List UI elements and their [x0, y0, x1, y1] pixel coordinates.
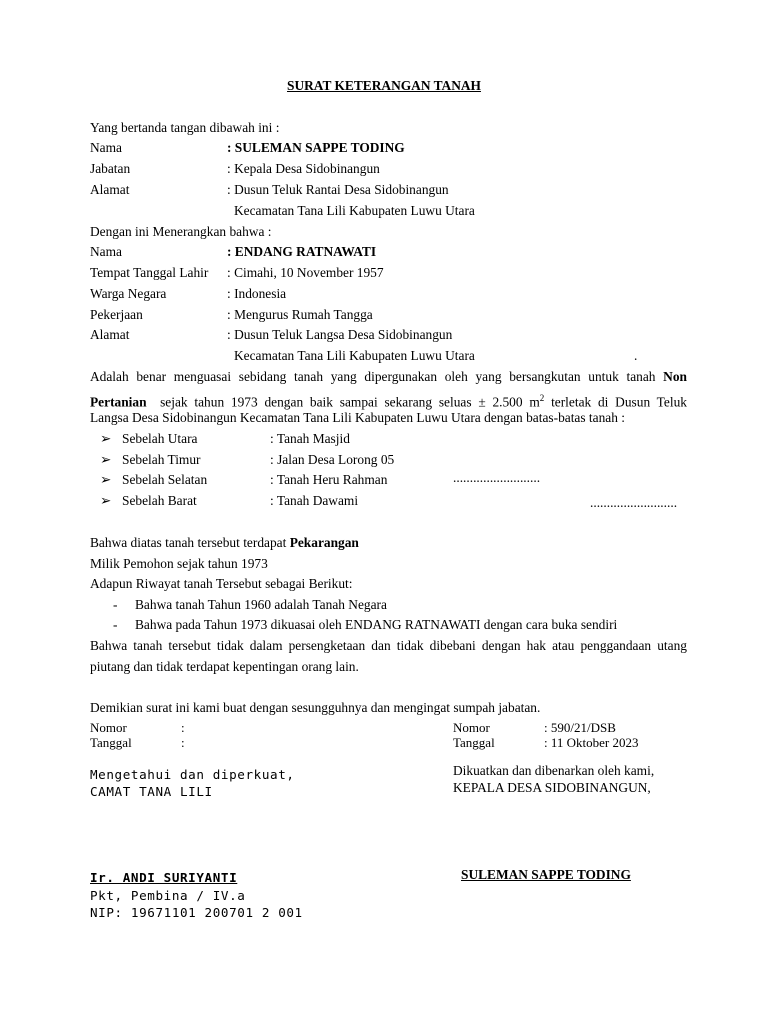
- boundary-label: Sebelah Barat: [122, 493, 197, 508]
- dispute-line2: piutang dan tidak terdapat kepentingan orang lain.: [90, 659, 359, 674]
- history-item: [113, 617, 673, 633]
- history-text: Bahwa tanah Tahun 1960 adalah Tanah Negara: [135, 597, 387, 612]
- camat-mengetahui: Mengetahui dan diperkuat,: [90, 767, 295, 782]
- left-tanggal-value: :: [181, 735, 185, 750]
- subject-alamat-label: Alamat: [90, 327, 130, 342]
- paragraph1-superscript: 2: [539, 393, 545, 403]
- subject-alamat-trailing: .: [634, 348, 638, 363]
- camat-title: CAMAT TANA LILI: [90, 784, 213, 799]
- signer-jabatan-row: [90, 161, 690, 177]
- arrow-bullet-icon: ➢: [100, 452, 112, 467]
- paragraph1-non: Non: [663, 369, 687, 384]
- paragraph1-line3: Langsa Desa Sidobinangun Kecamatan Tana Lili Kabupaten Luwu Utara dengan batas-batas tanah :: [90, 410, 625, 425]
- kades-title: KEPALA DESA SIDOBINANGUN,: [453, 780, 651, 795]
- riwayat-intro: Adapun Riwayat tanah Tersebut sebagai Berikut:: [90, 576, 353, 591]
- left-nomor-value: :: [181, 720, 185, 735]
- camat-signer-name: Ir. ANDI SURIYANTI: [90, 870, 238, 885]
- subject-nama-row: [90, 244, 690, 260]
- boundary-label: Sebelah Selatan: [122, 472, 208, 487]
- signer-nama-label: Nama: [90, 140, 122, 155]
- subject-pekerjaan-label: Pekerjaan: [90, 307, 143, 322]
- paragraph1-line2: [90, 390, 687, 410]
- pekarangan-line: [90, 535, 359, 551]
- arrow-bullet-icon: ➢: [100, 493, 112, 508]
- right-tanggal-value: : 11 Oktober 2023: [544, 735, 639, 750]
- paragraph1-line1-text: Adalah benar menguasai sebidang tanah yang dipergunakan oleh yang bersangkutan untuk tanah: [90, 369, 656, 384]
- boundary-value: : Jalan Desa Lorong 05: [270, 452, 395, 467]
- subject-pekerjaan-value: : Mengurus Rumah Tangga: [227, 307, 373, 322]
- history-text: Bahwa pada Tahun 1973 dikuasai oleh ENDANG RATNAWATI dengan cara buka sendiri: [135, 617, 618, 632]
- menerangkan-text: Dengan ini Menerangkan bahwa :: [90, 224, 272, 239]
- paragraph1-line2-text: sejak tahun 1973 dengan baik sampai sekarang seluas ± 2.500 m: [160, 394, 540, 410]
- boundary-row: [100, 452, 680, 468]
- right-tanggal-label: Tanggal: [453, 735, 495, 750]
- subject-alamat-value-2: Kecamatan Tana Lili Kabupaten Luwu Utara: [234, 348, 475, 363]
- milik-pemohon: Milik Pemohon sejak tahun 1973: [90, 556, 268, 571]
- left-nomor-row: [90, 720, 290, 736]
- dash-bullet-icon: -: [113, 597, 118, 612]
- dash-bullet-icon: -: [113, 617, 118, 632]
- subject-wn-row: [90, 286, 690, 302]
- subject-wn-value: : Indonesia: [227, 286, 287, 301]
- signer-alamat-value-1: : Dusun Teluk Rantai Desa Sidobinangun: [227, 182, 449, 197]
- closing-statement: Demikian surat ini kami buat dengan sesungguhnya dan mengingat sumpah jabatan.: [90, 700, 541, 715]
- pekarangan-bold: Pekarangan: [289, 535, 359, 550]
- subject-ttl-label: Tempat Tanggal Lahir: [90, 265, 209, 280]
- boundary-dots: ..........................: [453, 470, 541, 485]
- boundary-value: : Tanah Heru Rahman: [270, 472, 388, 487]
- subject-alamat-value-1: : Dusun Teluk Langsa Desa Sidobinangun: [227, 327, 453, 342]
- camat-pangkat: Pkt, Pembina / IV.a: [90, 888, 246, 903]
- boundary-row: [100, 493, 680, 509]
- right-tanggal-row: [453, 735, 693, 751]
- boundary-dots: ..........................: [590, 495, 678, 510]
- subject-ttl-value: : Cimahi, 10 November 1957: [227, 265, 384, 280]
- boundary-row: [100, 472, 680, 488]
- boundary-value: : Tanah Dawami: [270, 493, 359, 508]
- right-nomor-row: [453, 720, 693, 736]
- signer-alamat-label: Alamat: [90, 182, 130, 197]
- boundary-label: Sebelah Timur: [122, 452, 201, 467]
- pekarangan-text: Bahwa diatas tanah tersebut terdapat: [90, 535, 287, 550]
- history-item: [113, 597, 673, 613]
- dispute-line1: Bahwa tanah tersebut tidak dalam persengketaan dan tidak dibebani dengan hak atau penggandaan utang: [90, 638, 687, 653]
- subject-ttl-row: [90, 265, 690, 281]
- paragraph1-line1: [90, 369, 687, 385]
- subject-nama-label: Nama: [90, 244, 122, 259]
- intro-text: Yang bertanda tangan dibawah ini :: [90, 120, 280, 135]
- paragraph1-line2-tail: terletak di Dusun Teluk: [551, 394, 687, 410]
- boundary-label: Sebelah Utara: [122, 431, 198, 446]
- subject-wn-label: Warga Negara: [90, 286, 167, 301]
- subject-pekerjaan-row: [90, 307, 690, 323]
- document-title: SURAT KETERANGAN TANAH: [287, 78, 481, 93]
- subject-nama-value: : ENDANG RATNAWATI: [227, 244, 377, 259]
- kades-dikuatkan: Dikuatkan dan dibenarkan oleh kami,: [453, 763, 655, 778]
- boundary-row: [100, 431, 680, 447]
- paragraph1-pertanian: Pertanian: [90, 394, 147, 410]
- left-nomor-label: Nomor: [90, 720, 127, 735]
- kades-signer-name: SULEMAN SAPPE TODING: [461, 867, 631, 882]
- boundary-value: : Tanah Masjid: [270, 431, 350, 446]
- signer-alamat-value-2: Kecamatan Tana Lili Kabupaten Luwu Utara: [234, 203, 475, 218]
- subject-alamat-row: [90, 327, 690, 343]
- left-tanggal-row: [90, 735, 290, 751]
- signer-jabatan-value: : Kepala Desa Sidobinangun: [227, 161, 380, 176]
- right-nomor-label: Nomor: [453, 720, 490, 735]
- arrow-bullet-icon: ➢: [100, 472, 112, 487]
- camat-nip: NIP: 19671101 200701 2 001: [90, 905, 303, 920]
- signer-alamat-row: [90, 182, 690, 198]
- signer-nama-row: [90, 140, 690, 156]
- arrow-bullet-icon: ➢: [100, 431, 112, 446]
- signer-nama-value: : SULEMAN SAPPE TODING: [227, 140, 405, 155]
- signer-jabatan-label: Jabatan: [90, 161, 131, 176]
- right-nomor-value: : 590/21/DSB: [544, 720, 616, 735]
- left-tanggal-label: Tanggal: [90, 735, 132, 750]
